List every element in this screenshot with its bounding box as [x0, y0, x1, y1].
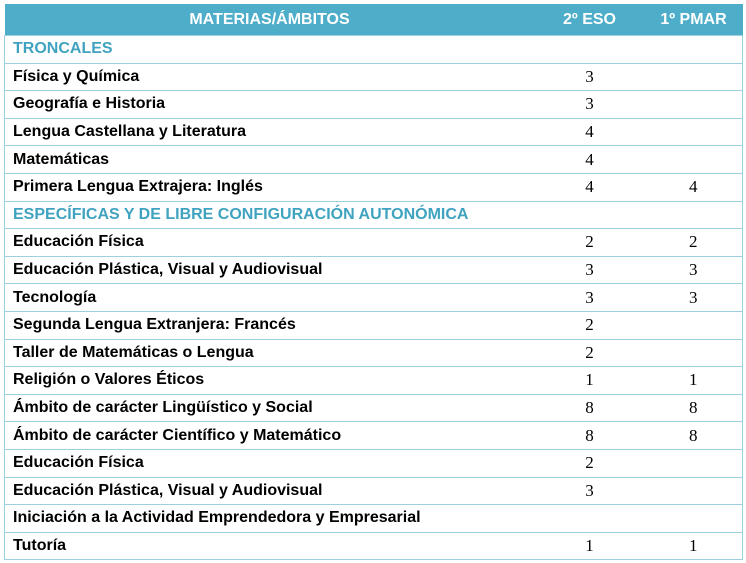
table-row	[5, 422, 743, 450]
pmar-hours-cell: 8	[645, 394, 743, 422]
table-row	[5, 146, 743, 174]
pmar-hours-cell	[645, 91, 743, 119]
eso-hours-cell: 1	[535, 532, 645, 560]
header-1-pmar: 1º PMAR	[645, 4, 743, 36]
subject-cell: Ámbito de carácter Lingüístico y Social	[5, 394, 535, 422]
pmar-hours-cell	[645, 477, 743, 505]
subjects-hours-table	[4, 4, 743, 560]
pmar-hours-cell: 3	[645, 256, 743, 284]
eso-hours-cell: 2	[535, 229, 645, 257]
eso-hours-cell: 3	[535, 91, 645, 119]
subject-cell: Ámbito de carácter Científico y Matemático	[5, 422, 535, 450]
subject-cell: Tecnología	[5, 284, 535, 312]
pmar-hours-cell: 1	[645, 532, 743, 560]
section-title-troncales: TRONCALES	[5, 36, 743, 64]
eso-hours-cell: 3	[535, 256, 645, 284]
pmar-hours-cell: 4	[645, 173, 743, 201]
eso-hours-cell: 2	[535, 311, 645, 339]
eso-hours-cell: 3	[535, 284, 645, 312]
header-subject: MATERIAS/ÁMBITOS	[5, 4, 535, 36]
eso-hours-cell: 2	[535, 449, 645, 477]
subject-cell: Matemáticas	[5, 146, 535, 174]
subject-cell: Educación Física	[5, 449, 535, 477]
table-header-row	[5, 4, 743, 36]
table-row	[5, 394, 743, 422]
table-row	[5, 367, 743, 395]
eso-hours-cell: 4	[535, 118, 645, 146]
pmar-hours-cell	[645, 118, 743, 146]
pmar-hours-cell: 8	[645, 422, 743, 450]
pmar-hours-cell	[645, 339, 743, 367]
eso-hours-cell: 8	[535, 422, 645, 450]
table-row	[5, 449, 743, 477]
table-row	[5, 339, 743, 367]
subjects-table-container	[4, 4, 742, 560]
section-row-troncales	[5, 36, 743, 64]
pmar-hours-cell	[645, 146, 743, 174]
eso-hours-cell: 2	[535, 339, 645, 367]
subject-cell: Primera Lengua Extrajera: Inglés	[5, 173, 535, 201]
table-row	[5, 256, 743, 284]
header-2-eso: 2º ESO	[535, 4, 645, 36]
pmar-hours-cell	[645, 311, 743, 339]
table-row	[5, 229, 743, 257]
subject-cell: Física y Química	[5, 63, 535, 91]
section-row-especificas	[5, 201, 743, 229]
eso-hours-cell: 3	[535, 63, 645, 91]
pmar-hours-cell	[645, 63, 743, 91]
pmar-hours-cell: 1	[645, 367, 743, 395]
table-row	[5, 118, 743, 146]
subject-cell: Geografía e Historia	[5, 91, 535, 119]
eso-hours-cell: 8	[535, 394, 645, 422]
eso-hours-cell	[535, 505, 645, 533]
subject-cell: Educación Física	[5, 229, 535, 257]
pmar-hours-cell: 3	[645, 284, 743, 312]
subject-cell: Educación Plástica, Visual y Audiovisual	[5, 256, 535, 284]
eso-hours-cell: 4	[535, 146, 645, 174]
subject-cell: Religión o Valores Éticos	[5, 367, 535, 395]
subject-cell: Segunda Lengua Extranjera: Francés	[5, 311, 535, 339]
subject-cell: Lengua Castellana y Literatura	[5, 118, 535, 146]
pmar-hours-cell	[645, 449, 743, 477]
subject-cell: Taller de Matemáticas o Lengua	[5, 339, 535, 367]
table-row	[5, 91, 743, 119]
table-row	[5, 311, 743, 339]
table-row	[5, 477, 743, 505]
subject-cell: Tutoría	[5, 532, 535, 560]
table-row	[5, 532, 743, 560]
pmar-hours-cell	[645, 505, 743, 533]
table-row	[5, 284, 743, 312]
subject-cell: Iniciación a la Actividad Emprendedora y Empresarial	[5, 505, 535, 533]
table-row	[5, 505, 743, 533]
pmar-hours-cell: 2	[645, 229, 743, 257]
eso-hours-cell: 4	[535, 173, 645, 201]
eso-hours-cell: 1	[535, 367, 645, 395]
section-title-especificas: ESPECÍFICAS Y DE LIBRE CONFIGURACIÓN AUTONÓMICA	[5, 201, 743, 229]
subject-cell: Educación Plástica, Visual y Audiovisual	[5, 477, 535, 505]
table-row	[5, 173, 743, 201]
table-row	[5, 63, 743, 91]
eso-hours-cell: 3	[535, 477, 645, 505]
